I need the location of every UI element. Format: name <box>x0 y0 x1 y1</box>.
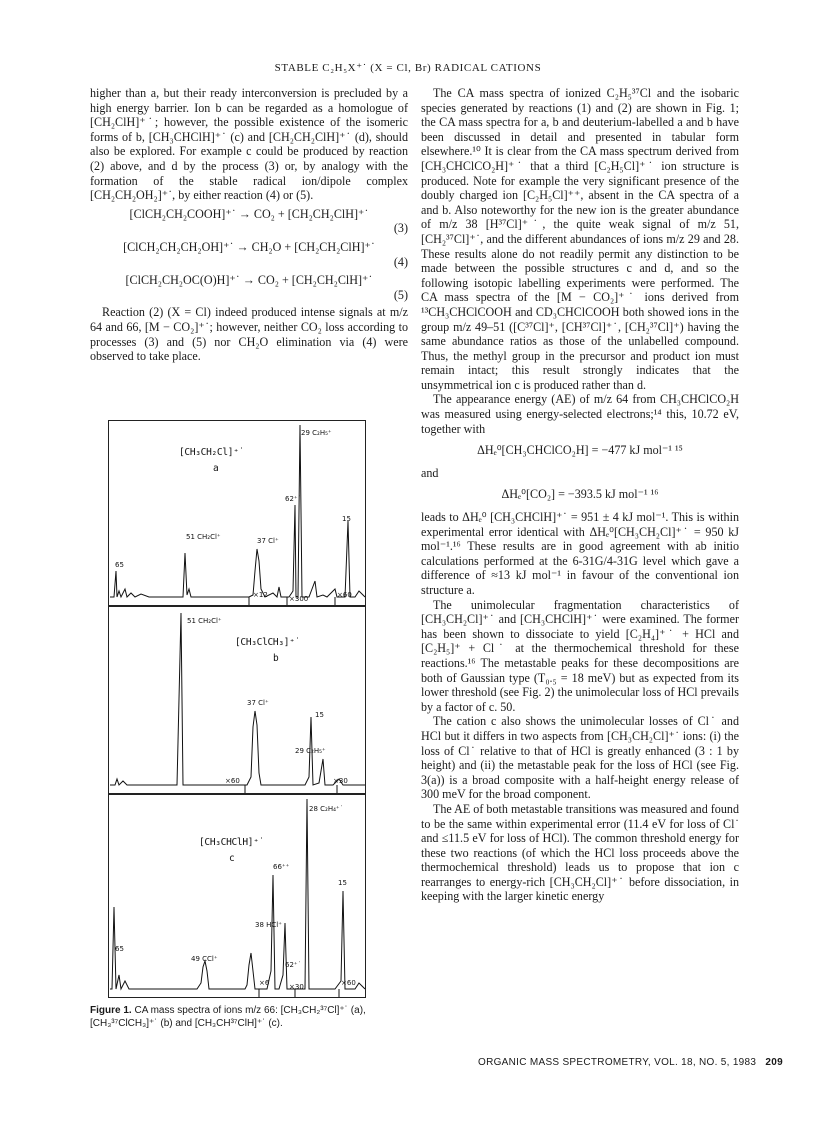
spectrum-panel-a <box>108 420 366 606</box>
reaction-4-number: (4) <box>393 254 408 269</box>
spectrum-c-trace <box>109 795 365 997</box>
scale-label-b-x60: ×60 <box>225 777 240 785</box>
equation-enthalpy-co2: ΔHₑ⁰[CO₂] = −393.5 kJ mol⁻¹ ¹⁶ <box>501 487 659 502</box>
peak-label-c-28: 28 C₂H₄⁺˙ <box>309 805 344 813</box>
page-footer <box>478 1057 783 1068</box>
scale-label-a-x300: ×300 <box>289 595 309 603</box>
reaction-3-number: (3) <box>393 221 408 236</box>
running-head: STABLE C₂H₅X⁺˙ (X = Cl, Br) RADICAL CATIONS <box>274 62 542 74</box>
right-paragraph-3: leads to ΔHₑ⁰ [CH₃CHClH]⁺˙ = 951 ± 4 kJ mol⁻¹. This is within experimental error identical with ΔHₑ⁰[CH₃CH₂Cl]⁺˙ = 950 kJ mol⁻¹.¹⁶ These results are in good agreement with ab initio calculations performed at the 6-31G/4-31G level which gave a difference of ≈13 kJ mol⁻¹ in favour of the conventional ion structure a. <box>421 510 739 597</box>
peak-label-c-62: 62⁺˙ <box>285 961 302 969</box>
right-paragraph-6: The AE of both metastable transitions was measured and found to be the same within experimental error (11.4 eV for loss of Cl˙ and ≤11.5 eV for loss of HCl). The common threshold energy for these two reactions (of which the HCl loss proceeds above the thermochemical threshold) leads us to propose that ion c rearranges to energy-rich [CH₃CH₂Cl]⁺˙ before dissociation, in keeping with the larger kinetic energy <box>421 801 739 904</box>
scale-label-a-x60: ×60 <box>337 591 352 599</box>
peak-label-c-38: 38 HCl⁺ <box>255 921 282 929</box>
scale-label-c-x30: ×30 <box>289 983 304 991</box>
caption-text: CA mass spectra of ions m/z 66: [CH₃CH₂³⁷Cl]⁺˙ (a), [CH₃³⁷ClCH₃]⁺˙ (b) and [CH₃CH³⁷ClH]⁺˙ (c). <box>90 1005 366 1029</box>
peak-label-a-15: 15 <box>342 515 351 523</box>
peak-label-c-66: 66⁺⁺ <box>273 863 290 871</box>
left-paragraph-1: higher than a, but their ready interconversion is precluded by a high energy barrier. Ion b can be regarded as a homologue of [CH₂ClH]⁺˙; however, the possible existence of the isomeric forms of b, [CH₃CHClH]⁺˙ (c) and [CH₂CH₂ClH]⁺˙ (d), should also be explored. For example c could be produced by reaction (2) above, and d by the process (3) or, by analogy with the formation of the stable radical ion/dipole complex [CH₂CH₂OH₂]⁺˙, by either reaction (4) or (5). <box>90 86 408 203</box>
peak-label-a-62: 62⁺˙ <box>285 495 302 503</box>
peak-label-c-15: 15 <box>338 879 347 887</box>
page-number: 209 <box>765 1057 783 1068</box>
figure-caption <box>90 1004 408 1030</box>
spectrum-b-letter: b <box>273 653 279 664</box>
reaction-4-equation: [ClCH₂CH₂CH₂OH]⁺˙ → CH₂O + [CH₂CH₂ClH]⁺˙ <box>123 239 375 254</box>
peak-label-b-51: 51 CH₂Cl⁺ <box>187 617 222 625</box>
spectrum-panel-b <box>108 606 366 794</box>
scale-label-c-x60: ×60 <box>341 979 356 987</box>
caption-label: Figure 1. <box>90 1005 132 1016</box>
scale-label-c-x6: ×6 <box>259 979 270 987</box>
right-paragraph-1: The CA mass spectra of ionized C₂H₅³⁷Cl and the isobaric species generated by reactions (1) and (2) are shown in Fig. 1; the CA mass spectra for a, b and deuterium-labelled a and b have been discussed in detail and presented in tabular form elsewhere.¹⁰ It is clear from the CA mass spectrum derived from [CH₃CHClCO₂H]⁺˙ that a third [C₂H₅Cl]⁺˙ ion structure is produced. Note for example the very significant presence of the doubly charged ion [C₂H₅Cl]⁺⁺, absent in the CA spectra of a and b. Also noteworthy for the new ion is the greater abundance of m/z 38 [H³⁷Cl]⁺˙, the quite weak signal of m/z 51, [CH₂³⁷Cl]⁺˙, and the different abundances of ions m/z 29 and 28. These results alone do not readily permit any distinction to be made between the possible structures c and d, and so the following isotopic labelling experiments were performed. The CA mass spectra of the [M − CO₂]⁺˙ ions derived from ¹³CH₃CHClCOOH and CD₃CHClCOOH both showed ions in the group m/z 49–51 ([C³⁷Cl]⁺, [CH³⁷Cl]⁺˙, [CH₂³⁷Cl]⁺) having the same abundance ratios as those of the unlabelled compound. Thus, the methyl group in the precursor and product ion must remain intact; this result strongly indicates that the unsymmetrical ion c is produced rather than d. <box>421 86 739 392</box>
peak-label-a-51: 51 CH₂Cl⁺ <box>186 533 221 541</box>
reaction-5-equation: [ClCH₂CH₂OC(O)H]⁺˙ → CO₂ + [CH₂CH₂ClH]⁺˙ <box>125 273 373 288</box>
right-paragraph-2: The appearance energy (AE) of m/z 64 from CH₃CHClCO₂H was measured using energy-selected electrons;¹⁴ this, 10.72 eV, together with <box>421 392 739 436</box>
spectrum-b-title: [CH₃ClCH₃]⁺˙ <box>235 637 301 648</box>
spectrum-b-trace <box>109 607 365 793</box>
peak-label-b-15: 15 <box>315 711 324 719</box>
peak-label-a-37: 37 Cl⁺ <box>257 537 279 545</box>
scale-label-b-x30: ×30 <box>333 777 348 785</box>
peak-label-a-65: 65 <box>115 561 124 569</box>
spectrum-a-title: [CH₃CH₂Cl]⁺˙ <box>179 447 245 458</box>
peak-label-c-65: 65 <box>115 945 124 953</box>
reaction-3-equation: [ClCH₂CH₂COOH]⁺˙ → CO₂ + [CH₂CH₂ClH]⁺˙ <box>129 206 369 221</box>
reaction-5-number: (5) <box>393 287 408 302</box>
scale-label-a-x12: ×12 <box>253 591 268 599</box>
spectrum-panel-c <box>108 794 366 998</box>
left-paragraph-2: Reaction (2) (X = Cl) indeed produced intense signals at m/z 64 and 66, [M − CO₂]⁺˙; however, neither CO₂ loss according to processes (3) and (5) nor CH₂O elimination via (4) were observed to take place. <box>90 305 408 364</box>
left-column <box>90 86 408 364</box>
right-paragraph-5: The cation c also shows the unimolecular losses of Cl˙ and HCl but it differs in two aspects from [CH₃CH₂Cl]⁺˙ ions: (i) the loss of Cl˙ relative to that of HCl is greatly enhanced (3 : 1 by height) and (ii) the metastable peak for the loss of HCl (see Fig. 3(a)) is a broad composite with a half-height energy release of 300 meV for the broad component. <box>421 714 739 802</box>
spectrum-c-title: [CH₃CHClH]⁺˙ <box>199 837 265 848</box>
spectrum-a-letter: a <box>213 463 219 474</box>
equation-enthalpy-acid: ΔHₑ⁰[CH₃CHClCO₂H] = −477 kJ mol⁻¹ ¹⁵ <box>477 443 683 458</box>
figure-1 <box>108 420 366 998</box>
journal-citation: ORGANIC MASS SPECTROMETRY, VOL. 18, NO. 5, 1983 <box>478 1057 757 1068</box>
peak-label-b-29: 29 C₂H₅⁺ <box>295 747 326 755</box>
right-column <box>421 86 739 904</box>
peak-label-b-37: 37 Cl⁺ <box>247 699 269 707</box>
spectrum-c-letter: c <box>229 853 235 864</box>
peak-label-c-49: 49 CCl⁺ <box>191 955 218 963</box>
peak-label-a-29: 29 C₂H₅⁺ <box>301 429 332 437</box>
right-paragraph-4: The unimolecular fragmentation characteristics of [CH₃CH₂Cl]⁺˙ and [CH₃CHClH]⁺˙ were examined. The former has been shown to dissociate to yield [C₂H₄]⁺˙ + HCl and [C₂H₅]⁺ + Cl˙ at the thermochemical threshold for these reactions.¹⁶ The metastable peaks for these decompositions are both of Gaussian type (T₀.₅ = 18 meV) but as expected from its lower threshold (see Fig. 2) the unimolecular loss of HCl prevails by a factor of c. 50. <box>421 597 739 714</box>
equation-connector-and: and <box>421 465 439 480</box>
